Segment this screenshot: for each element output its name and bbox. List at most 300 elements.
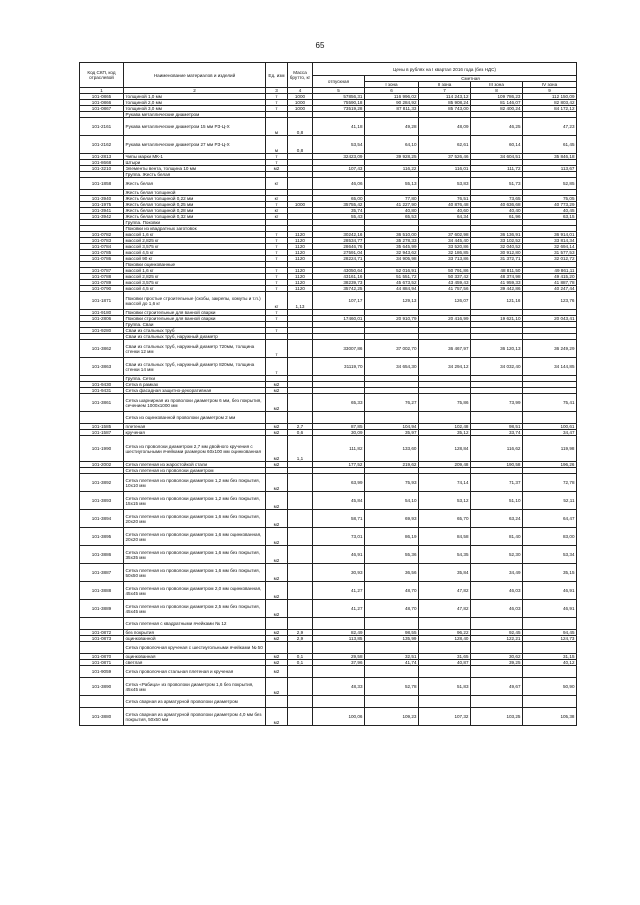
row-price-release: 55,43 [313,214,365,220]
row-price-zone-2: 31,65 [419,654,471,660]
row-name: Группа. Жесть белая [124,172,266,178]
row-price-release: 28534,77 [313,238,365,244]
row-price-zone-2: 50 337,42 [419,274,471,280]
row-price-zone-4: 34,47 [523,430,577,436]
row-price-zone-3 [471,696,523,708]
row-name: Жесть белая [124,178,266,190]
table-row [80,340,577,358]
row-price-zone-2: 35,84 [419,564,471,582]
row-price-zone-4: 40,45 [523,208,577,214]
row-mass [288,528,313,546]
row-unit: т [266,244,288,250]
row-code: 101-3862 [80,340,124,358]
row-price-zone-4 [523,618,577,630]
row-mass: 1120 [288,286,313,292]
row-name: Сетка из проволоки диаметром 2,7 мм двойного кручения с шестиугольными ячейками размером 60х100 мм оцинкованная [124,436,266,462]
row-unit: м2 [266,510,288,528]
row-mass [288,600,313,618]
table-row [80,358,577,376]
row-price-zone-2: 65,70 [419,510,471,528]
row-price-zone-4: 64,47 [523,510,577,528]
row-unit: м2 [266,394,288,412]
row-name: Сетка плетеная из проволоки диаметром 1,6 мм оцинкованная, 20х20 мм [124,528,266,546]
row-unit: м2 [266,636,288,642]
row-unit: т [266,310,288,316]
row-code: 101-0783 [80,238,124,244]
table-row [80,618,577,630]
table-row [80,582,577,600]
row-price-release [313,642,365,654]
row-price-release [313,696,365,708]
row-unit: м2 [266,600,288,618]
row-name: массой 1,6 кг [124,232,266,238]
header-zone-3: III зона [471,82,523,88]
row-price-release: 63,99 [313,474,365,492]
row-price-release: 30242,16 [313,232,365,238]
row-price-zone-1: 51 551,72 [365,274,419,280]
row-price-release: 65,00 [313,196,365,202]
table-row [80,118,577,136]
row-price-zone-3: 81 146,07 [471,100,523,106]
row-name: Рукава металлические диаметром 15 мм РЗ-Ц-Х [124,118,266,136]
column-number: 9 [523,88,577,94]
row-name: Сетка плетеная из жаростойкой стали [124,462,266,468]
row-code: 101-3880 [80,708,124,726]
row-price-zone-1: 34 654,30 [365,358,419,376]
row-price-zone-1: 104,94 [365,424,419,430]
row-price-zone-3: 81,40 [471,528,523,546]
row-unit: м2 [266,666,288,678]
row-price-zone-4: 112 150,09 [523,94,577,100]
row-price-zone-1: 36 510,00 [365,232,419,238]
row-name: Сетка в рамках [124,382,266,388]
row-price-zone-3: 52,30 [471,546,523,564]
row-price-zone-3: 63,24 [471,510,523,528]
row-name: Жесть белая толщиной [124,190,266,196]
row-code: 101-3940 [80,196,124,202]
row-code: 101-9059 [80,666,124,678]
row-price-zone-1: 39 928,25 [365,154,419,160]
row-name: Сетка плетеная из проволоки диаметром 1,6 мм без покрытия, 20х20 мм [124,510,266,528]
row-code: 101-3889 [80,600,124,618]
row-price-zone-2: 96,22 [419,630,471,636]
row-code: 101-1871 [80,292,124,310]
row-price-zone-3: 46,03 [471,582,523,600]
row-price-release: 82,49 [313,630,365,636]
row-price-zone-1: 135,99 [365,636,419,642]
row-mass: 1120 [288,232,313,238]
row-mass: 0,8 [288,136,313,154]
row-code: 101-0789 [80,280,124,286]
row-price-release: 113,85 [313,636,365,642]
row-price-zone-2: 74,14 [419,474,471,492]
row-price-zone-2: 126,07 [419,292,471,310]
row-price-zone-4: 36 249,29 [523,340,577,358]
row-name: массой 1,6 кг [124,268,266,274]
row-price-zone-2: 34 445,40 [419,238,471,244]
row-mass [288,510,313,528]
row-code: 101-0787 [80,268,124,274]
row-price-zone-2: 47,82 [419,582,471,600]
row-price-zone-4: 49 861,11 [523,268,577,274]
row-price-zone-2: 128,40 [419,636,471,642]
row-price-zone-3: 34,49 [471,564,523,582]
row-price-zone-2: 33 713,86 [419,256,471,262]
row-price-zone-4: 34 144,85 [523,358,577,376]
row-price-zone-2: 54,35 [419,546,471,564]
row-code: 101-3892 [80,474,124,492]
row-code: 101-0865 [80,94,124,100]
row-code: 101-0785 [80,250,124,256]
row-price-zone-2: 102,48 [419,424,471,430]
row-price-zone-1: 45 673,52 [365,280,419,286]
row-price-zone-1: 109,23 [365,708,419,726]
row-name: Группа. Поковки [124,220,266,226]
row-price-zone-4 [523,412,577,424]
row-price-zone-1: 116,22 [365,166,419,172]
row-code: 101-2002 [80,462,124,468]
row-unit: м2 [266,582,288,600]
table-row [80,528,577,546]
row-mass: 1,1 [288,436,313,462]
row-unit [266,642,288,654]
row-price-zone-4: 84 172,12 [523,106,577,112]
row-mass [288,492,313,510]
row-code: 101-1975 [80,202,124,208]
row-name: Поковки оцинкованные [124,262,266,268]
column-number: 8 [471,88,523,94]
row-price-zone-4: 75,05 [523,196,577,202]
price-table [79,62,577,726]
row-price-zone-2: 51,83 [419,678,471,696]
row-price-zone-3: 71,37 [471,474,523,492]
row-price-release: 177,52 [313,462,365,468]
row-price-release: 35742,25 [313,286,365,292]
row-name: Сваи из стальных труб, наружный диаметр [124,334,266,340]
row-code: 101-0867 [80,106,124,112]
row-code: 101-0870 [80,654,124,660]
row-name: Штыри [124,160,266,166]
row-price-zone-4: 75,41 [523,394,577,412]
row-price-zone-4: 35,15 [523,564,577,582]
column-number: 2 [124,88,266,94]
table-row [80,292,577,310]
row-code: 101-9180 [80,310,124,316]
row-price-release [313,666,365,678]
row-name: Группа. Сваи [124,322,266,328]
row-mass: 1120 [288,238,313,244]
row-price-zone-1: 133,60 [365,436,419,462]
row-mass [288,546,313,564]
row-price-zone-1 [365,642,419,654]
row-price-zone-3: 36 120,13 [471,340,523,358]
row-price-zone-2: 75,86 [419,394,471,412]
row-mass [288,708,313,726]
row-code [80,412,124,424]
row-unit: м2 [266,678,288,696]
row-price-zone-1: 55,13 [365,178,419,190]
row-price-release: 46,06 [313,178,365,190]
column-number: 6 [365,88,419,94]
row-price-zone-2 [419,642,471,654]
row-code: 101-0866 [80,100,124,106]
row-unit: м2 [266,528,288,546]
row-price-zone-4: 40,12 [523,660,577,666]
row-price-release [313,618,365,630]
row-price-zone-1: 35 278,33 [365,238,419,244]
row-price-zone-1: 52 016,91 [365,268,419,274]
table-row [80,136,577,154]
row-mass [288,394,313,412]
row-price-zone-2: 128,84 [419,436,471,462]
row-price-zone-4: 119,98 [523,436,577,462]
row-name: Сетка плетеная из проволоки диаметром 1,2 мм без покрытия, 15х15 мм [124,492,266,510]
row-unit: т [266,256,288,262]
row-unit [266,618,288,630]
page-number: 65 [315,41,325,50]
row-code: 101-3210 [80,166,124,172]
row-price-release: 41,27 [313,582,365,600]
row-price-zone-3: 31 372,71 [471,256,523,262]
row-price-zone-2: 37 526,46 [419,154,471,160]
row-price-zone-1: 32 943,62 [365,250,419,256]
row-price-zone-4: 83,00 [523,528,577,546]
row-price-release [313,412,365,424]
row-unit: кг [266,208,288,214]
row-price-zone-2 [419,696,471,708]
row-price-zone-3: 40 636,68 [471,202,523,208]
row-price-zone-1: 48,70 [365,600,419,618]
row-mass [288,474,313,492]
header-release: отпускная [313,76,365,88]
row-price-zone-3: 46,25 [471,118,523,136]
row-price-zone-1 [365,412,419,424]
row-price-zone-1: 54,10 [365,492,419,510]
column-number: 5 [313,88,365,94]
row-mass [288,358,313,376]
row-price-zone-3: 51,10 [471,492,523,510]
row-name: массой 4,5 кг [124,286,266,292]
row-code: 101-2161 [80,118,124,136]
row-unit: м [266,118,288,136]
row-price-zone-4: 196,26 [523,462,577,468]
row-price-zone-2: 76,51 [419,196,471,202]
header-zone-1: I зона [365,82,419,88]
row-price-zone-3: 73,65 [471,196,523,202]
row-unit: т [266,154,288,160]
row-code: 101-0871 [80,660,124,666]
row-name: Рукава металлические диаметром [124,112,266,118]
header-unit: Ед. изм [266,63,288,88]
row-price-zone-2: 62,61 [419,136,471,154]
row-unit: м2 [266,654,288,660]
table-row [80,394,577,412]
column-number: 4 [288,88,313,94]
row-price-release: 58,71 [313,510,365,528]
row-price-zone-2 [419,618,471,630]
row-price-zone-4: 72,78 [523,474,577,492]
table-row [80,696,577,708]
row-unit: т [266,106,288,112]
table-row [80,678,577,696]
row-name: Поковки из квадратных заготовок [124,226,266,232]
row-code: 101-8668 [80,160,124,166]
row-price-zone-4: 33 814,34 [523,238,577,244]
row-name: светлая [124,660,266,666]
row-mass: 2,7 [288,424,313,430]
row-name: Жесть белая толщиной 0,32 мм [124,214,266,220]
row-mass [288,564,313,582]
row-name: Поковки строительные для ванной сварки [124,316,266,322]
row-name: Сетка сварная из арматурной проволоки диаметром 4,0 мм без покрытия, 50х50 мм [124,708,266,726]
row-unit: м2 [266,708,288,726]
row-code [80,642,124,654]
row-mass [288,696,313,708]
row-name: Сетка проволочная стальная плетеная и крученая [124,666,266,678]
row-price-zone-1: 86,19 [365,528,419,546]
table-row [80,474,577,492]
row-price-zone-2 [419,666,471,678]
header-price-title: Цены в рублях на I квартал 2016 года (без НДС) [313,63,577,76]
row-name: Элементы вента, толщина 10 мм [124,166,266,172]
row-price-release: 28224,71 [313,256,365,262]
table-row [80,564,577,582]
row-mass: 1120 [288,268,313,274]
row-price-zone-3 [471,618,523,630]
row-unit: т [266,280,288,286]
row-price-zone-4: 52,85 [523,178,577,190]
row-price-zone-3: 122,21 [471,636,523,642]
row-mass: 0,6 [288,430,313,436]
row-unit: т [266,328,288,334]
row-mass: 1120 [288,256,313,262]
row-mass [288,618,313,630]
row-name: массой 2,825 кг [124,238,266,244]
row-price-zone-1: 55,36 [365,546,419,564]
row-name: Группа. Сетки [124,376,266,382]
row-unit: т [266,268,288,274]
row-price-zone-2: 37 602,98 [419,232,471,238]
row-price-zone-1: 41 227,90 [365,202,419,208]
row-price-zone-1: 41,74 [365,660,419,666]
row-price-release: 33007,86 [313,340,365,358]
row-mass [288,178,313,190]
row-price-release: 48,33 [313,678,365,696]
row-price-zone-3: 39 442,86 [471,286,523,292]
row-unit: т [266,232,288,238]
row-price-zone-2: 32 186,85 [419,250,471,256]
row-mass: 0,1 [288,660,313,666]
row-price-zone-4: 52,11 [523,492,577,510]
row-price-zone-4: 46,91 [523,600,577,618]
row-name: массой 2,825 кг [124,274,266,280]
row-price-zone-1: 69,93 [365,510,419,528]
row-unit: кг [266,178,288,190]
row-price-zone-3: 36 136,91 [471,232,523,238]
row-price-zone-3: 61,96 [471,214,523,220]
row-price-zone-1: 65,53 [365,214,419,220]
table-body [80,94,577,726]
row-price-zone-3: 103,25 [471,708,523,726]
table-row [80,546,577,564]
row-unit: т [266,316,288,322]
row-code: 101-1858 [80,178,124,190]
row-unit: м2 [266,492,288,510]
row-price-zone-3: 34 604,51 [471,154,523,160]
row-price-zone-3: 19 621,10 [471,316,523,322]
row-price-release: 46,91 [313,546,365,564]
row-name: Сетка плетеная из проволоки диаметром 2,0 мм оцинкованная, 45х45 мм [124,582,266,600]
row-price-zone-3: 46,03 [471,600,523,618]
row-unit: т [266,340,288,358]
row-name: Сетка фасадная защитно-декоративная [124,388,266,394]
row-price-zone-2: 48,09 [419,118,471,136]
row-unit: м [266,136,288,154]
row-price-release: 87,85 [313,424,365,430]
row-price-zone-2: 34 294,12 [419,358,471,376]
row-mass: 2,9 [288,630,313,636]
row-mass [288,582,313,600]
row-price-zone-1: 37 002,70 [365,340,419,358]
row-price-zone-4: 100,61 [523,424,577,430]
row-name: массой 3,575 кг [124,244,266,250]
row-price-release: 35755,42 [313,202,365,208]
row-name: Сетка плетеная из проволоки диаметром 2,5 мм без покрытия, 45х45 мм [124,600,266,618]
row-code: 101-0786 [80,256,124,262]
row-price-zone-1: 52,78 [365,678,419,696]
row-price-release: 27591,04 [313,250,365,256]
row-price-zone-2: 41 757,56 [419,286,471,292]
row-code: 101-3890 [80,678,124,696]
row-mass: 1000 [288,106,313,112]
table-row [80,708,577,726]
row-code: 101-3942 [80,214,124,220]
row-price-zone-2: 35,12 [419,430,471,436]
row-price-zone-1: 87 811,33 [365,106,419,112]
row-price-zone-3: 82 400,24 [471,106,523,112]
row-unit: м2 [266,382,288,388]
table-row [80,412,577,424]
row-price-zone-4 [523,642,577,654]
row-mass: 1,13 [288,292,313,310]
row-name: крученая [124,430,266,436]
row-price-zone-2: 107,32 [419,708,471,726]
table-row [80,492,577,510]
row-price-zone-2: 40,87 [419,660,471,666]
row-price-zone-3: 109 786,23 [471,94,523,100]
row-code: 101-3861 [80,394,124,412]
row-price-release: 57856,31 [313,94,365,100]
row-price-release: 28646,76 [313,244,365,250]
row-price-zone-4: 41 887,78 [523,280,577,286]
row-unit [266,412,288,424]
header-estimate: Сметная [365,76,577,82]
row-name: Жесть белая толщиной 0,25 мм [124,202,266,208]
row-unit: м2 [266,424,288,430]
row-price-zone-4: 105,38 [523,708,577,726]
row-unit: м2 [266,430,288,436]
row-price-zone-4: 35 846,18 [523,154,577,160]
row-price-release: 65,33 [313,394,365,412]
row-price-zone-4: 32 012,72 [523,256,577,262]
column-number: 7 [419,88,471,94]
row-price-zone-2: 116,01 [419,166,471,172]
row-price-zone-2: 40,60 [419,208,471,214]
row-unit: м2 [266,474,288,492]
row-name: Поковки простые строительные (скобы, закрепы, хомуты и т.п.) массой до 1,6 кг [124,292,266,310]
row-name: массой 3,575 кг [124,280,266,286]
table-row [80,510,577,528]
